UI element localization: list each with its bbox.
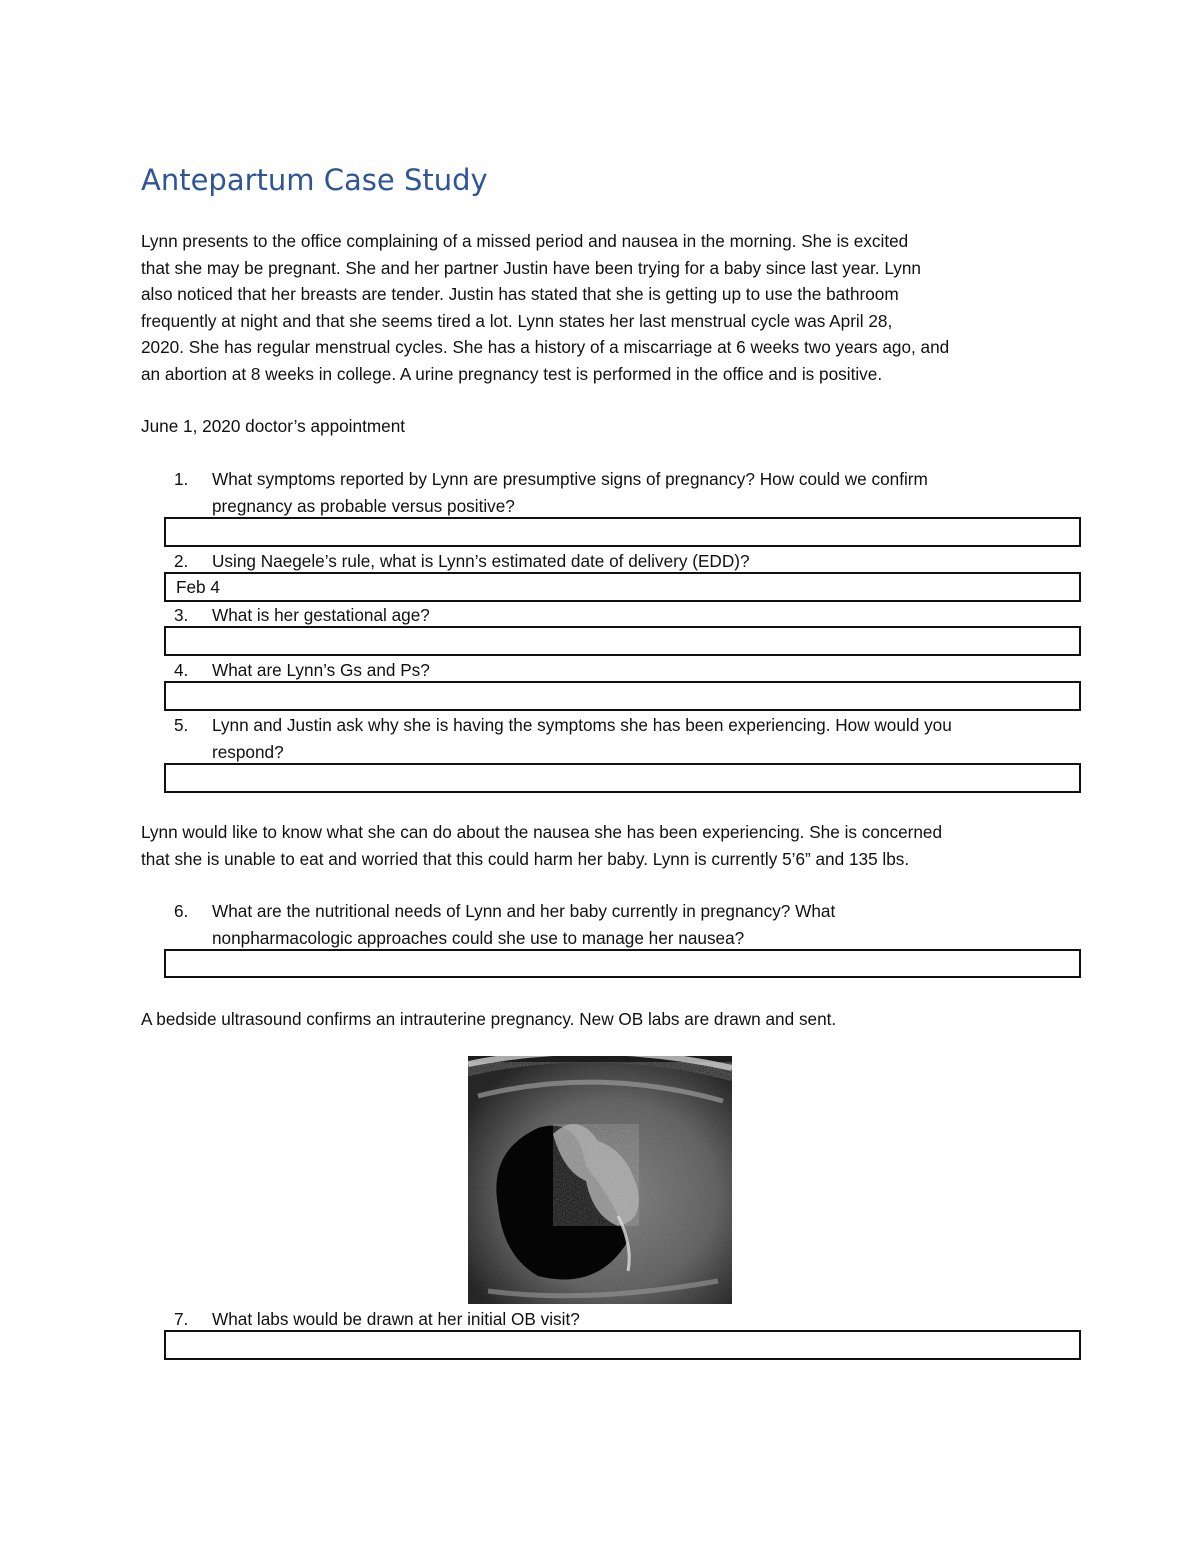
intro-line: also noticed that her breasts are tender. Justin has stated that she is getting up to use the bathroom <box>141 284 899 305</box>
question-number: 3. <box>174 605 189 625</box>
question-5 <box>174 712 1074 765</box>
question-3 <box>174 602 1074 629</box>
question-number: 4. <box>174 660 189 680</box>
question-text: Using Naegele’s rule, what is Lynn’s estimated date of delivery (EDD)? <box>212 551 750 571</box>
answer-box-5[interactable] <box>164 763 1081 793</box>
nausea-line: Lynn would like to know what she can do about the nausea she has been experiencing. She is concerned <box>141 822 943 842</box>
question-text: Lynn and Justin ask why she is having the symptoms she has been experiencing. How would you <box>212 715 952 735</box>
appointment-heading: June 1, 2020 doctor’s appointment <box>141 416 406 436</box>
question-4 <box>174 657 1074 684</box>
question-1 <box>174 466 1074 519</box>
answer-box-1[interactable] <box>164 517 1081 547</box>
intro-line: Lynn presents to the office complaining of a missed period and nausea in the morning. She is excited <box>141 231 909 251</box>
document-title: Antepartum Case Study <box>141 163 488 197</box>
question-6 <box>174 898 1074 951</box>
question-2 <box>174 548 1074 575</box>
question-text: What are Lynn’s Gs and Ps? <box>212 660 430 680</box>
answer-box-3[interactable] <box>164 626 1081 656</box>
question-number: 7. <box>174 1309 189 1329</box>
question-7 <box>174 1306 1074 1333</box>
question-number: 2. <box>174 551 189 571</box>
question-number: 6. <box>174 901 189 921</box>
ultrasound-paragraph: A bedside ultrasound confirms an intrauterine pregnancy. New OB labs are drawn and sent. <box>141 1009 837 1029</box>
question-text: What labs would be drawn at her initial OB visit? <box>212 1309 580 1329</box>
intro-paragraph <box>141 228 1071 388</box>
question-number: 1. <box>174 469 189 489</box>
intro-line: that she may be pregnant. She and her partner Justin have been trying for a baby since last year. Lynn <box>141 257 921 278</box>
intro-line: 2020. She has regular menstrual cycles. She has a history of a miscarriage at 6 weeks two years ago, and <box>141 337 950 358</box>
question-text: respond? <box>212 741 284 762</box>
nausea-line: that she is unable to eat and worried that this could harm her baby. Lynn is currently 5’6” and 135 lbs. <box>141 848 910 869</box>
question-text: pregnancy as probable versus positive? <box>212 495 515 516</box>
question-number: 5. <box>174 715 189 735</box>
nausea-paragraph <box>141 819 1071 872</box>
question-text: What are the nutritional needs of Lynn and her baby currently in pregnancy? What <box>212 901 836 921</box>
answer-box-2[interactable]: Feb 4 <box>164 572 1081 602</box>
question-text: What symptoms reported by Lynn are presumptive signs of pregnancy? How could we confirm <box>212 469 928 489</box>
intro-line: frequently at night and that she seems tired a lot. Lynn states her last menstrual cycle was April 28, <box>141 310 893 331</box>
answer-box-6[interactable] <box>164 949 1081 978</box>
answer-box-4[interactable] <box>164 681 1081 711</box>
ultrasound-image <box>468 1056 732 1304</box>
intro-line: an abortion at 8 weeks in college. A urine pregnancy test is performed in the office and is positive. <box>141 363 883 384</box>
question-text: nonpharmacologic approaches could she use to manage her nausea? <box>212 927 745 948</box>
question-text: What is her gestational age? <box>212 605 430 625</box>
answer-box-7[interactable] <box>164 1330 1081 1360</box>
